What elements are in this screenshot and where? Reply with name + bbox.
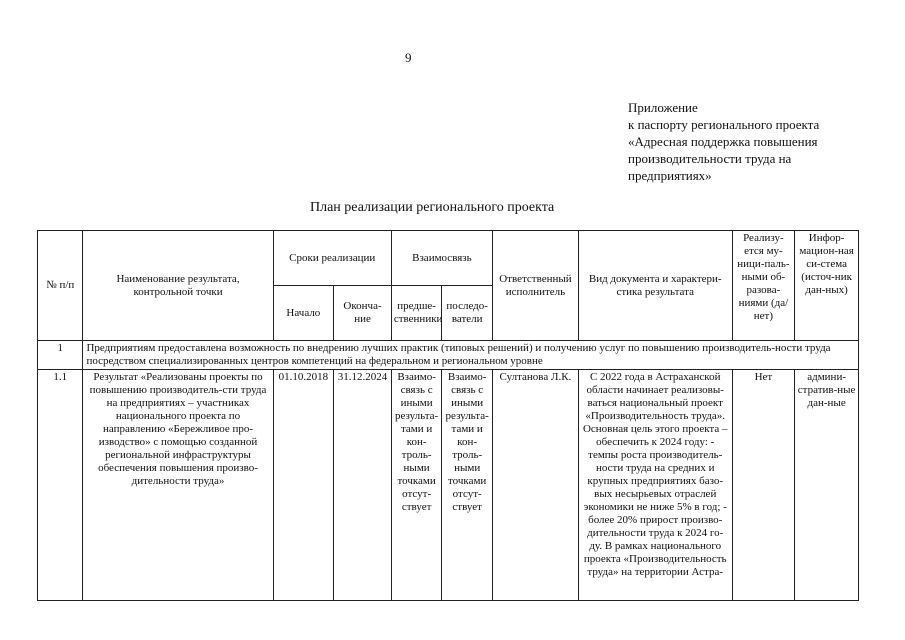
section-num: 1 bbox=[38, 341, 83, 370]
plan-title: План реализации регионального проекта bbox=[310, 200, 555, 215]
header-successors: последо-ватели bbox=[442, 286, 493, 341]
header-info-system: Инфор-мацион-ная си-стема (источ-ник дан-ных) bbox=[795, 231, 859, 341]
header-responsible: Ответственный исполнитель bbox=[492, 231, 578, 341]
plan-table bbox=[37, 230, 859, 601]
header-num: № п/п bbox=[38, 231, 83, 341]
header-name: Наименование результата, контрольной точки bbox=[83, 231, 273, 341]
header-end: Оконча-ние bbox=[334, 286, 392, 341]
row-end: 31.12.2024 bbox=[334, 370, 392, 601]
header-municipal: Реализу-ется му-ници-паль-ными об-разова-ниями (да/нет) bbox=[732, 231, 795, 341]
row-responsible: Султанова Л.К. bbox=[492, 370, 578, 601]
row-name: Результат «Реализованы проекты по повышению производитель-сти труда на предприятиях – участниках национального проекта по направлению «Бережливое про-изводство» с помощью созданной региональной инфраструктуры обеспечения повышения произво-дительности труда» bbox=[83, 370, 273, 601]
header-row bbox=[38, 231, 859, 286]
header-relation: Взаимосвязь bbox=[391, 231, 492, 286]
section-text: Предприятиям предоставлена возможность по внедрению лучших практик (типовых решений) и получению услуг по повышению производитель-ности труда посредством специализированных центров компетенций на федеральном и региональном уровне bbox=[83, 341, 859, 370]
section-row bbox=[38, 341, 859, 370]
header-start: Начало bbox=[273, 286, 334, 341]
appendix-line: «Адресная поддержка повышения bbox=[628, 134, 818, 149]
row-num: 1.1 bbox=[38, 370, 83, 601]
page-number: 9 bbox=[405, 50, 412, 65]
appendix-note bbox=[628, 99, 898, 184]
row-start: 01.10.2018 bbox=[273, 370, 334, 601]
row-predecessors: Взаимо-связь с иными результа-тами и кон-троль-ными точками отсут-ствует bbox=[391, 370, 442, 601]
row-doc-type: С 2022 года в Астраханской области начинает реализовы-ваться национальный проект «Производительность труда». Основная цель этого проекта – обеспечить к 2024 году: - темпы роста производитель-ности труда на средних и крупных предприятиях базо-вых несырьевых отраслей экономики не ниже 5% в год; - более 20% прирост произво-дительности труда к 2024 го-ду. В рамках национального проекта «Производительность труда» на территории Астра- bbox=[578, 370, 732, 601]
appendix-line: Приложение bbox=[628, 100, 698, 115]
header-doc-type: Вид документа и характери-стика результата bbox=[578, 231, 732, 341]
table-row bbox=[38, 370, 859, 601]
row-successors: Взаимо-связь с иными результа-тами и кон-троль-ными точками отсут-ствует bbox=[442, 370, 493, 601]
header-predecessors: предше-ственники bbox=[391, 286, 442, 341]
appendix-line: производительности труда на bbox=[628, 151, 792, 166]
appendix-line: предприятиях» bbox=[628, 168, 712, 183]
row-info-system: админи-стратив-ные дан-ные bbox=[795, 370, 859, 601]
header-deadlines: Сроки реализации bbox=[273, 231, 391, 286]
row-municipal: Нет bbox=[732, 370, 795, 601]
appendix-line: к паспорту регионального проекта bbox=[628, 117, 820, 132]
